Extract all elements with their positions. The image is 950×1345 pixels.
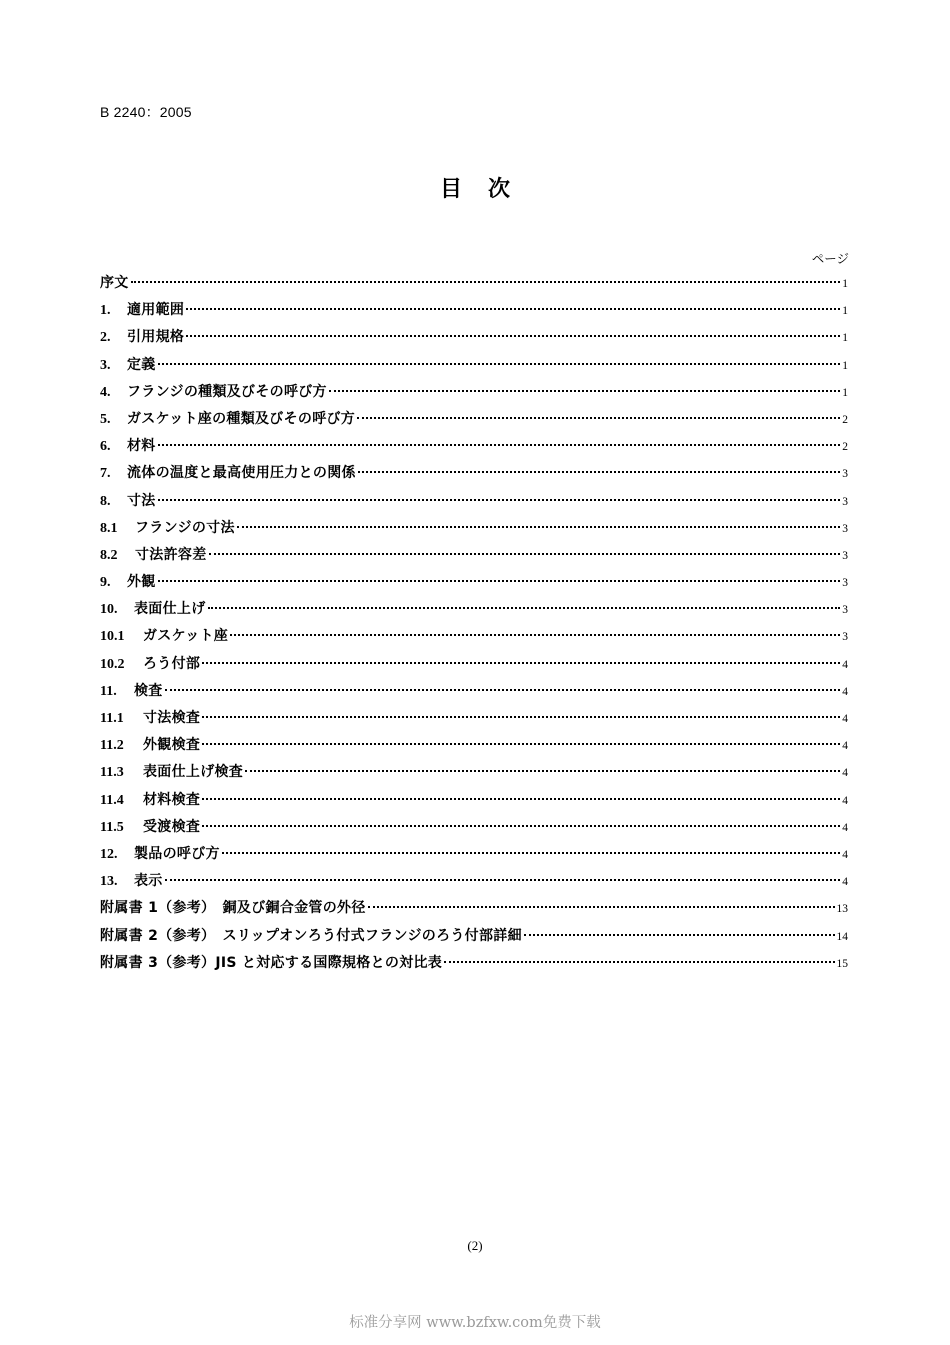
toc-entry-page: 3 xyxy=(842,495,848,508)
toc-entry-title: 受渡検査 xyxy=(143,818,201,835)
toc-entry-page: 15 xyxy=(836,957,848,970)
toc-entry-number: 9. xyxy=(100,575,111,591)
toc-entry-number: 11.5 xyxy=(100,819,124,835)
toc-entry[interactable] xyxy=(100,787,848,814)
toc-entry-number: 7. xyxy=(100,466,111,482)
toc-entry-number: 6. xyxy=(100,439,111,455)
toc-leader-dots xyxy=(202,798,840,800)
toc-leader-dots xyxy=(329,390,840,392)
toc-entry-page: 4 xyxy=(842,713,848,725)
toc-leader-dots xyxy=(245,770,840,772)
toc-entry-number: 11. xyxy=(100,683,117,699)
toc-entry-page: 1 xyxy=(842,305,848,318)
toc-entry-title: 定義 xyxy=(127,356,156,373)
toc-entry-page: 4 xyxy=(842,658,848,671)
toc-leader-dots xyxy=(368,906,835,908)
toc-leader-dots xyxy=(444,961,834,963)
toc-entry-title: ろう付部 xyxy=(143,655,201,672)
toc-entry-title: 表面仕上げ xyxy=(134,601,206,618)
toc-entry[interactable] xyxy=(100,352,848,379)
toc-entry[interactable] xyxy=(100,297,848,324)
toc-entry-page: 3 xyxy=(842,604,848,617)
toc-entry[interactable] xyxy=(100,488,848,515)
toc-entry[interactable] xyxy=(100,596,848,623)
toc-leader-dots xyxy=(202,743,840,745)
toc-entry-number: 8. xyxy=(100,493,111,509)
toc-entry-page: 2 xyxy=(842,413,848,426)
toc-entry[interactable] xyxy=(100,379,848,406)
toc-entry-page: 3 xyxy=(842,549,848,562)
toc-entry-title: 引用規格 xyxy=(127,329,185,346)
page-title xyxy=(0,172,950,203)
toc-entry-title: ガスケット座の種類及びその呼び方 xyxy=(127,410,356,427)
toc-entry-page: 4 xyxy=(842,848,848,861)
toc-entry-title: 附属書 2（参考） スリップオンろう付式フランジのろう付部詳細 xyxy=(100,927,522,944)
toc-entry[interactable] xyxy=(100,868,848,895)
toc-entry-title: 表示 xyxy=(134,873,163,890)
toc-leader-dots xyxy=(131,281,841,283)
toc-entry[interactable] xyxy=(100,569,848,596)
toc-entry-title: 流体の温度と最高使用圧力との関係 xyxy=(127,465,356,482)
toc-leader-dots xyxy=(524,934,835,936)
toc-leader-dots xyxy=(230,634,840,636)
toc-entry-page: 1 xyxy=(842,386,848,399)
toc-entry-number: 11.3 xyxy=(100,765,124,781)
toc-entry-title: 外観検査 xyxy=(143,737,201,754)
toc-leader-dots xyxy=(186,335,840,337)
toc-entry-page: 13 xyxy=(836,903,848,916)
table-of-contents xyxy=(100,270,848,977)
title-char-2: 次 xyxy=(488,177,511,202)
toc-entry-number: 3. xyxy=(100,357,111,373)
toc-entry-number: 12. xyxy=(100,846,118,862)
toc-entry-title: 材料検査 xyxy=(143,791,201,808)
toc-entry-page: 1 xyxy=(842,359,848,372)
toc-entry-number: 10. xyxy=(100,602,118,618)
toc-entry-number: 10.1 xyxy=(100,629,125,645)
toc-entry-number: 8.1 xyxy=(100,520,118,536)
toc-entry-number: 1. xyxy=(100,303,111,319)
toc-entry-number: 4. xyxy=(100,384,111,400)
toc-entry[interactable] xyxy=(100,759,848,786)
page-column-label: ページ xyxy=(811,251,849,266)
toc-entry-title: 附属書 1（参考） 銅及び銅合金管の外径 xyxy=(100,900,366,917)
toc-leader-dots xyxy=(237,526,841,528)
toc-entry-page: 3 xyxy=(842,631,848,644)
toc-entry-page: 4 xyxy=(842,767,848,780)
toc-entry-annex[interactable] xyxy=(100,923,848,950)
toc-entry[interactable] xyxy=(100,324,848,351)
toc-entry[interactable] xyxy=(100,623,848,650)
toc-leader-dots xyxy=(186,308,840,310)
toc-entry-annex[interactable] xyxy=(100,950,848,977)
toc-entry-page: 3 xyxy=(842,468,848,481)
toc-entry-page: 4 xyxy=(842,821,848,834)
toc-leader-dots xyxy=(158,363,841,365)
toc-entry[interactable] xyxy=(100,814,848,841)
toc-leader-dots xyxy=(158,499,841,501)
toc-entry-number: 11.4 xyxy=(100,792,124,808)
toc-entry-page: 4 xyxy=(842,794,848,807)
toc-entry[interactable] xyxy=(100,270,848,297)
toc-entry-title: 附属書 3（参考）JIS と対応する国際規格との対比表 xyxy=(100,954,443,971)
watermark-text: 标准分享网 www.bzfxw.com免费下载 xyxy=(349,1315,601,1331)
toc-leader-dots xyxy=(209,553,841,555)
toc-entry-number: 11.2 xyxy=(100,738,124,754)
toc-entry-title: 検査 xyxy=(134,682,163,699)
toc-entry-page: 4 xyxy=(842,685,848,698)
toc-entry-annex[interactable] xyxy=(100,895,848,922)
toc-leader-dots xyxy=(202,825,840,827)
toc-entry-title: フランジの種類及びその呼び方 xyxy=(127,383,327,400)
toc-entry-page: 4 xyxy=(842,740,848,753)
toc-entry-title: ガスケット座 xyxy=(143,628,229,645)
toc-entry-title: 序文 xyxy=(100,275,129,291)
toc-entry-title: フランジの寸法 xyxy=(135,519,235,536)
toc-leader-dots xyxy=(165,879,841,881)
toc-entry-title: 寸法検査 xyxy=(143,710,201,726)
toc-entry[interactable] xyxy=(100,841,848,868)
toc-entry-number: 8.2 xyxy=(100,547,118,563)
toc-entry[interactable] xyxy=(100,406,848,433)
toc-entry-title: 表面仕上げ検査 xyxy=(143,764,244,781)
toc-leader-dots xyxy=(165,689,841,691)
toc-entry-page: 1 xyxy=(842,332,848,345)
toc-leader-dots xyxy=(158,580,841,582)
title-char-1: 目 xyxy=(439,177,462,202)
toc-entry-number: 10.2 xyxy=(100,656,125,672)
toc-entry-title: 寸法 xyxy=(127,492,156,509)
toc-entry[interactable] xyxy=(100,460,848,487)
toc-entry-number: 11.1 xyxy=(100,711,124,726)
toc-entry[interactable] xyxy=(100,678,848,705)
toc-entry-page: 3 xyxy=(842,577,848,590)
toc-entry-number: 2. xyxy=(100,330,111,346)
toc-entry-title: 適用範囲 xyxy=(127,302,185,319)
toc-entry[interactable] xyxy=(100,705,848,732)
toc-entry-number: 5. xyxy=(100,411,111,427)
toc-entry-title: 材料 xyxy=(127,438,156,455)
page-number: (2) xyxy=(467,1238,483,1253)
toc-entry[interactable] xyxy=(100,651,848,678)
toc-entry-title: 製品の呼び方 xyxy=(134,845,220,862)
toc-entry-page: 3 xyxy=(842,522,848,535)
toc-entry-page: 14 xyxy=(836,930,848,943)
toc-entry-page: 4 xyxy=(842,876,848,889)
toc-leader-dots xyxy=(202,662,840,664)
toc-entry-title: 外観 xyxy=(127,574,156,591)
toc-entry-page: 2 xyxy=(842,441,848,454)
toc-leader-dots xyxy=(222,852,840,854)
toc-entry-number: 13. xyxy=(100,874,118,890)
toc-entry[interactable] xyxy=(100,433,848,460)
toc-leader-dots xyxy=(202,716,840,718)
toc-leader-dots xyxy=(208,607,841,609)
document-code: B 2240：2005 xyxy=(100,104,192,120)
toc-entry[interactable] xyxy=(100,515,848,542)
toc-leader-dots xyxy=(358,471,840,473)
toc-entry[interactable] xyxy=(100,732,848,759)
toc-entry-title: 寸法許容差 xyxy=(135,546,207,563)
toc-entry-page: 1 xyxy=(842,278,848,290)
toc-leader-dots xyxy=(158,444,841,446)
toc-leader-dots xyxy=(357,417,840,419)
toc-entry[interactable] xyxy=(100,542,848,569)
